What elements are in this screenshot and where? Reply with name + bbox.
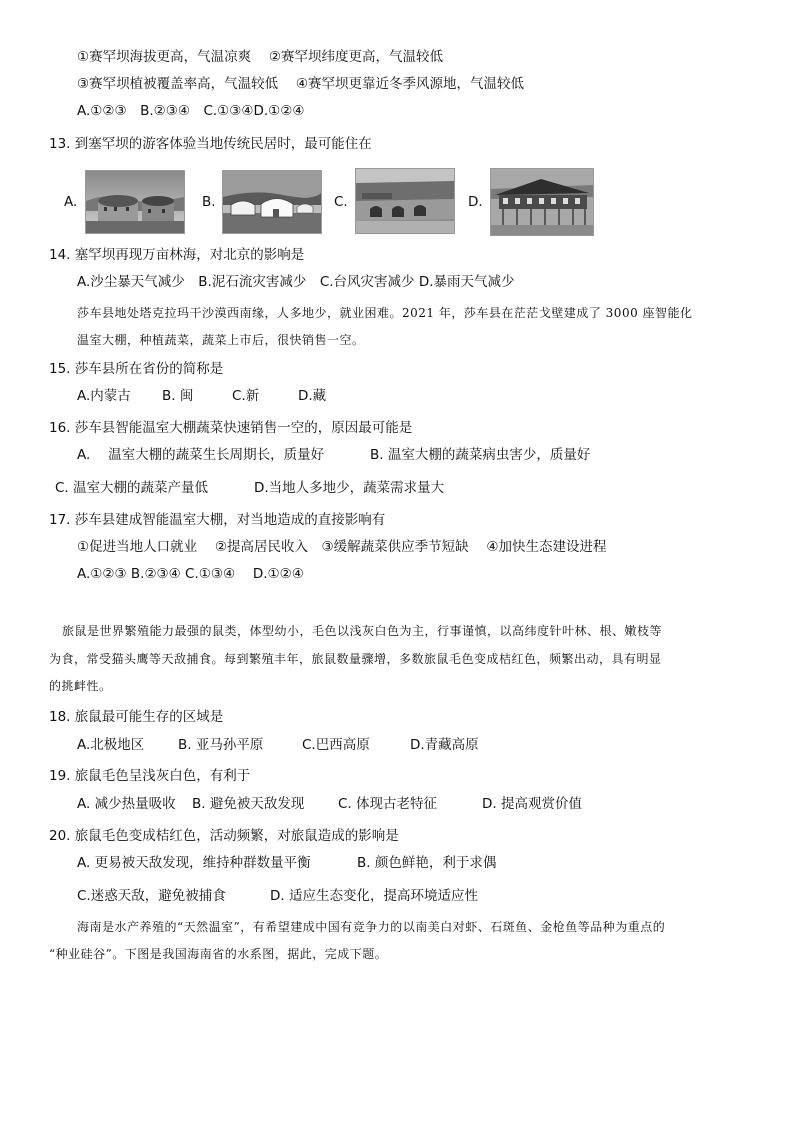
q13-label-b: B. <box>202 194 216 210</box>
q15-option-c: C.新 <box>232 388 260 404</box>
cave-dwelling-photo <box>355 168 455 234</box>
q12-answer-choices: A.①②③ B.②③④ C.①③④D.①②④ <box>77 103 305 119</box>
q15-stem: 15. 莎车县所在省份的简称是 <box>49 361 224 377</box>
q19-option-d: D. 提高观赏价值 <box>482 796 582 812</box>
q19-option-c: C. 体现古老特征 <box>338 796 438 812</box>
q16-option-b: B. 温室大棚的蔬菜病虫害少，质量好 <box>370 447 591 463</box>
q20-stem: 20. 旅鼠毛色变成桔红色，活动频繁，对旅鼠造成的影响是 <box>49 828 399 844</box>
q18-option-c: C.巴西高原 <box>302 737 370 753</box>
q12-option-line2: ③赛罕坝植被覆盖率高，气温较低 ④赛罕坝更靠近冬季风源地，气温较低 <box>77 76 524 92</box>
q14-options: A.沙尘暴天气减少 B.泥石流灾害减少 C.台风灾害减少 D.暴雨天气减少 <box>77 274 515 290</box>
q17-stem: 17. 莎车县建成智能温室大棚，对当地造成的直接影响有 <box>49 512 386 528</box>
q19-stem: 19. 旅鼠毛色呈浅灰白色，有利于 <box>49 768 251 784</box>
q18-option-a: A.北极地区 <box>77 737 145 753</box>
q20-option-d: D. 适应生态变化，提高环境适应性 <box>270 888 478 904</box>
q18-stem: 18. 旅鼠最可能生存的区域是 <box>49 709 224 725</box>
q13-stem: 13. 到塞罕坝的游客体验当地传统民居时，最可能住在 <box>49 136 372 152</box>
q17-items: ①促进当地人口就业 ②提高居民收入 ③缓解蔬菜供应季节短缺 ④加快生态建设进程 <box>77 539 607 555</box>
q15-option-b: B. 闽 <box>162 388 194 404</box>
q19-option-b: B. 避免被天敌发现 <box>192 796 305 812</box>
tulou-photo <box>85 170 185 234</box>
q20-option-a: A. 更易被天敌发现，维持种群数量平衡 <box>77 855 311 871</box>
q17-answer-choices: A.①②③ B.②③④ C.①③④ D.①②④ <box>77 566 304 582</box>
q13-label-a: A. <box>64 194 78 210</box>
passage-lemming-line2: 为食，常受猫头鹰等天敌捕食。每到繁殖丰年，旅鼠数量骤增，多数旅鼠毛色变成桔红色，频繁出动，具有明显 <box>49 652 662 666</box>
passage-lemming-line1: 旅鼠是世界繁殖能力最强的鼠类，体型幼小，毛色以浅灰白色为主，行事谨慎，以高纬度针叶林、根、嫩枝等 <box>62 624 663 638</box>
q13-label-c: C. <box>334 194 348 210</box>
passage-hainan-line2: “种业硅谷”。下图是我国海南省的水系图，据此，完成下题。 <box>49 947 388 961</box>
q18-option-b: B. 亚马孙平原 <box>178 737 264 753</box>
q15-option-d: D.藏 <box>298 388 327 404</box>
q12-option-line1: ①赛罕坝海拔更高，气温凉爽 ②赛罕坝纬度更高，气温较低 <box>77 49 443 65</box>
q13-label-d: D. <box>468 194 483 210</box>
q16-stem: 16. 莎车县智能温室大棚蔬菜快速销售一空的，原因最可能是 <box>49 420 413 436</box>
passage-hainan-line1: 海南是水产养殖的“天然温室”，有希望建成中国有竞争力的以南美白对虾、石斑鱼、金枪鱼等品种为重点的 <box>77 920 666 934</box>
q15-option-a: A.内蒙古 <box>77 388 131 404</box>
passage-lemming-line3: 的挑衅性。 <box>49 679 112 693</box>
q18-option-d: D.青藏高原 <box>410 737 479 753</box>
q20-option-b: B. 颜色鲜艳，利于求偶 <box>357 855 497 871</box>
passage-shache-line2: 温室大棚，种植蔬菜，蔬菜上市后，很快销售一空。 <box>77 333 365 347</box>
q14-stem: 14. 塞罕坝再现万亩林海，对北京的影响是 <box>49 247 305 263</box>
q19-option-a: A. 减少热量吸收 <box>77 796 176 812</box>
q16-option-d: D.当地人多地少，蔬菜需求量大 <box>254 480 445 496</box>
q16-option-a: A. 温室大棚的蔬菜生长周期长，质量好 <box>77 447 325 463</box>
stilt-house-photo <box>490 168 594 236</box>
q16-option-c: C. 温室大棚的蔬菜产量低 <box>55 480 209 496</box>
passage-shache-line1: 莎车县地处塔克拉玛干沙漠西南缘，人多地少，就业困难。2021 年，莎车县在茫茫戈壁建成了 3000 座智能化 <box>77 306 693 320</box>
yurt-photo <box>222 170 322 234</box>
q20-option-c: C.迷惑天敌，避免被捕食 <box>77 888 226 904</box>
